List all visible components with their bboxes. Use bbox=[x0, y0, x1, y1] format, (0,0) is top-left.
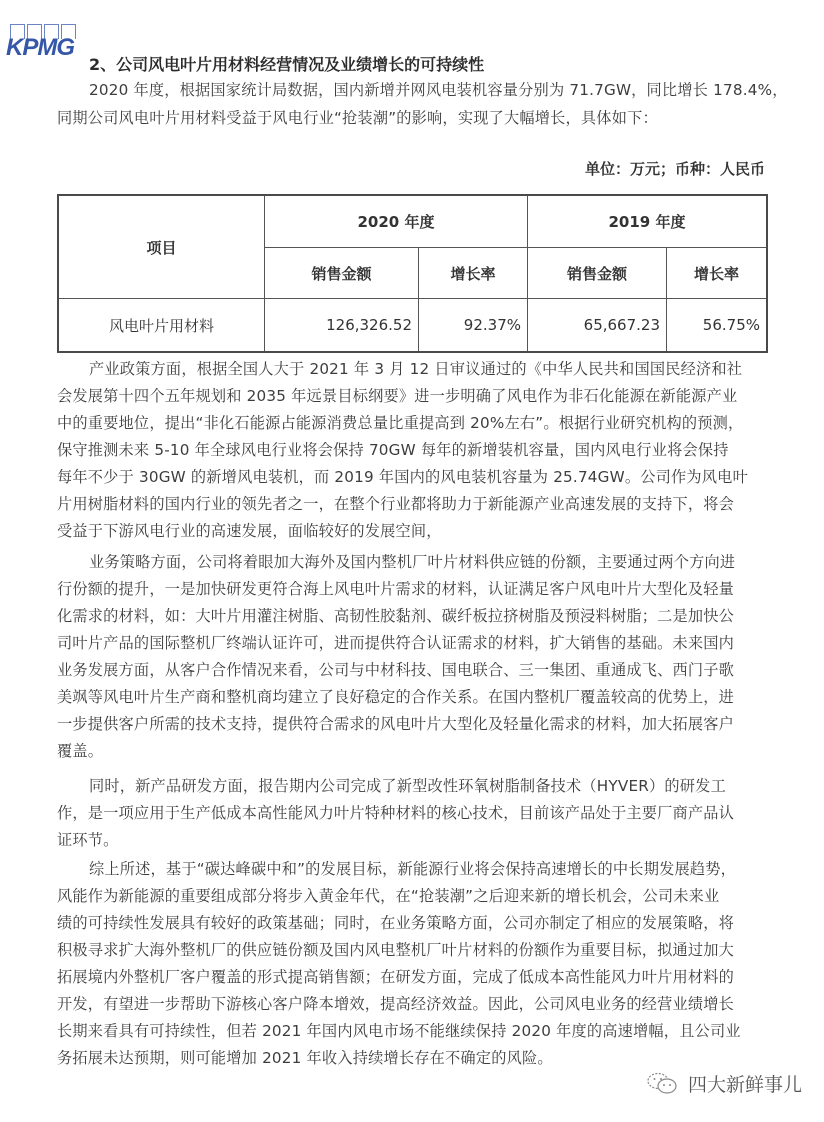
paragraph-line: 覆盖。 bbox=[57, 742, 104, 760]
cell-growth-2019: 56.75% bbox=[667, 299, 768, 353]
cell-growth-2020: 92.37% bbox=[419, 299, 528, 353]
paragraph-line: 风能作为新能源的重要组成部分将步入黄金年代，在“抢装潮”之后迎来新的增长机会，公司未来业 bbox=[57, 887, 720, 905]
cell-sales-2020: 126,326.52 bbox=[265, 299, 419, 353]
paragraph-line: 作，是一项应用于生产低成本高性能风力叶片特种材料的核心技术，目前该产品处于主要厂商产品认 bbox=[57, 804, 735, 822]
paragraph-line: 业务发展方面，从客户合作情况来看，公司与中材科技、国电联合、三一集团、重通成飞、西门子歌 bbox=[57, 661, 735, 679]
paragraph-line: 中的重要地位，提出“非化石能源占能源消费总量比重提高到 20%左右”。根据行业研究机构的预测， bbox=[57, 414, 744, 432]
table-row bbox=[58, 299, 767, 353]
unit-note: 单位：万元；币种：人民币 bbox=[584, 160, 765, 178]
intro-line: 2020 年度，根据国家统计局数据，国内新增并网风电装机容量分别为 71.7GW，同比增长 178.4%， bbox=[89, 81, 788, 99]
paragraph-line: 长期来看具有可持续性，但若 2021 年国内风电市场不能继续保持 2020 年度的高速增幅，且公司业 bbox=[57, 1022, 741, 1040]
watermark bbox=[646, 1070, 802, 1097]
cell-item: 风电叶片用材料 bbox=[58, 299, 265, 353]
paragraph-line: 司叶片产品的国际整机厂终端认证许可，进而提供符合认证需求的材料，扩大销售的基础。未来国内 bbox=[57, 634, 735, 652]
paragraph-line: 业务策略方面，公司将着眼加大海外及国内整机厂叶片材料供应链的份额，主要通过两个方向进 bbox=[89, 553, 736, 571]
paragraph-line: 美飒等风电叶片生产商和整机商均建立了良好稳定的合作关系。在国内整机厂覆盖较高的优势上，进 bbox=[57, 688, 735, 706]
sales-table bbox=[57, 194, 768, 353]
paragraph-line: 产业政策方面，根据全国人大于 2021 年 3 月 12 日审议通过的《中华人民共和国国民经济和社 bbox=[89, 360, 743, 378]
subheader-growth-2020: 增长率 bbox=[419, 248, 528, 299]
logo-text: KPMG bbox=[6, 34, 74, 61]
watermark-text: 四大新鲜事儿 bbox=[688, 1074, 803, 1096]
section-title: 2、公司风电叶片用材料经营情况及业绩增长的可持续性 bbox=[89, 55, 485, 74]
header-year-2019: 2019 年度 bbox=[528, 195, 768, 248]
paragraph-line: 每年不少于 30GW 的新增风电装机，而 2019 年国内的风电装机容量为 25.74GW。公司作为风电叶 bbox=[57, 468, 748, 486]
paragraph-line: 开发，有望进一步帮助下游核心客户降本增效，提高经济效益。因此，公司风电业务的经营业绩增长 bbox=[57, 995, 735, 1013]
paragraph-line: 绩的可持续性发展具有较好的政策基础；同时，在业务策略方面，公司亦制定了相应的发展策略，将 bbox=[57, 914, 735, 932]
paragraph-line: 拓展境内外整机厂客户覆盖的形式提高销售额；在研发方面，完成了低成本高性能风力叶片用材料的 bbox=[57, 968, 735, 986]
paragraph-line: 一步提供客户所需的技术支持，提供符合需求的风电叶片大型化及轻量化需求的材料，加大拓展客户 bbox=[57, 715, 735, 733]
header-year-2020: 2020 年度 bbox=[265, 195, 528, 248]
paragraph-line: 证环节。 bbox=[57, 831, 119, 849]
paragraph-line: 受益于下游风电行业的高速发展，面临较好的发展空间， bbox=[57, 522, 442, 540]
kpmg-logo bbox=[6, 24, 82, 61]
paragraph-line: 行份额的提升，一是加快研发更符合海上风电叶片需求的材料，认证满足客户风电叶片大型化及轻量 bbox=[57, 580, 735, 598]
paragraph-line: 综上所述，基于“碳达峰碳中和”的发展目标，新能源行业将会保持高速增长的中长期发展趋势， bbox=[89, 860, 737, 878]
wechat-icon bbox=[646, 1072, 680, 1096]
subheader-sales-2020: 销售金额 bbox=[265, 248, 419, 299]
paragraph-line: 积极寻求扩大海外整机厂的供应链份额及国内风电整机厂叶片材料的份额作为重要目标，拟通过加大 bbox=[57, 941, 735, 959]
subheader-growth-2019: 增长率 bbox=[667, 248, 768, 299]
paragraph-line: 会发展第十四个五年规划和 2035 年远景目标纲要》进一步明确了风电作为非石化能源在新能源产业 bbox=[57, 387, 738, 405]
cell-sales-2019: 65,667.23 bbox=[528, 299, 667, 353]
paragraph-line: 片用树脂材料的国内行业的领先者之一，在整个行业都将助力于新能源产业高速发展的支持下，将会 bbox=[57, 495, 735, 513]
paragraph-line: 化需求的材料，如：大叶片用灌注树脂、高韧性胶黏剂、碳纤板拉挤树脂及预浸料树脂；二是加快公 bbox=[57, 607, 735, 625]
paragraph-line: 保守推测未来 5-10 年全球风电行业将会保持 70GW 每年的新增装机容量，国内风电行业将会保持 bbox=[57, 441, 729, 459]
header-item: 项目 bbox=[58, 195, 265, 299]
intro-line: 同期公司风电叶片用材料受益于风电行业“抢装潮”的影响，实现了大幅增长，具体如下： bbox=[57, 109, 658, 127]
paragraph-line: 务拓展未达预期，则可能增加 2021 年收入持续增长存在不确定的风险。 bbox=[57, 1049, 553, 1067]
paragraph-line: 同时，新产品研发方面，报告期内公司完成了新型改性环氧树脂制备技术（HYVER）的研发工 bbox=[89, 777, 726, 795]
subheader-sales-2019: 销售金额 bbox=[528, 248, 667, 299]
